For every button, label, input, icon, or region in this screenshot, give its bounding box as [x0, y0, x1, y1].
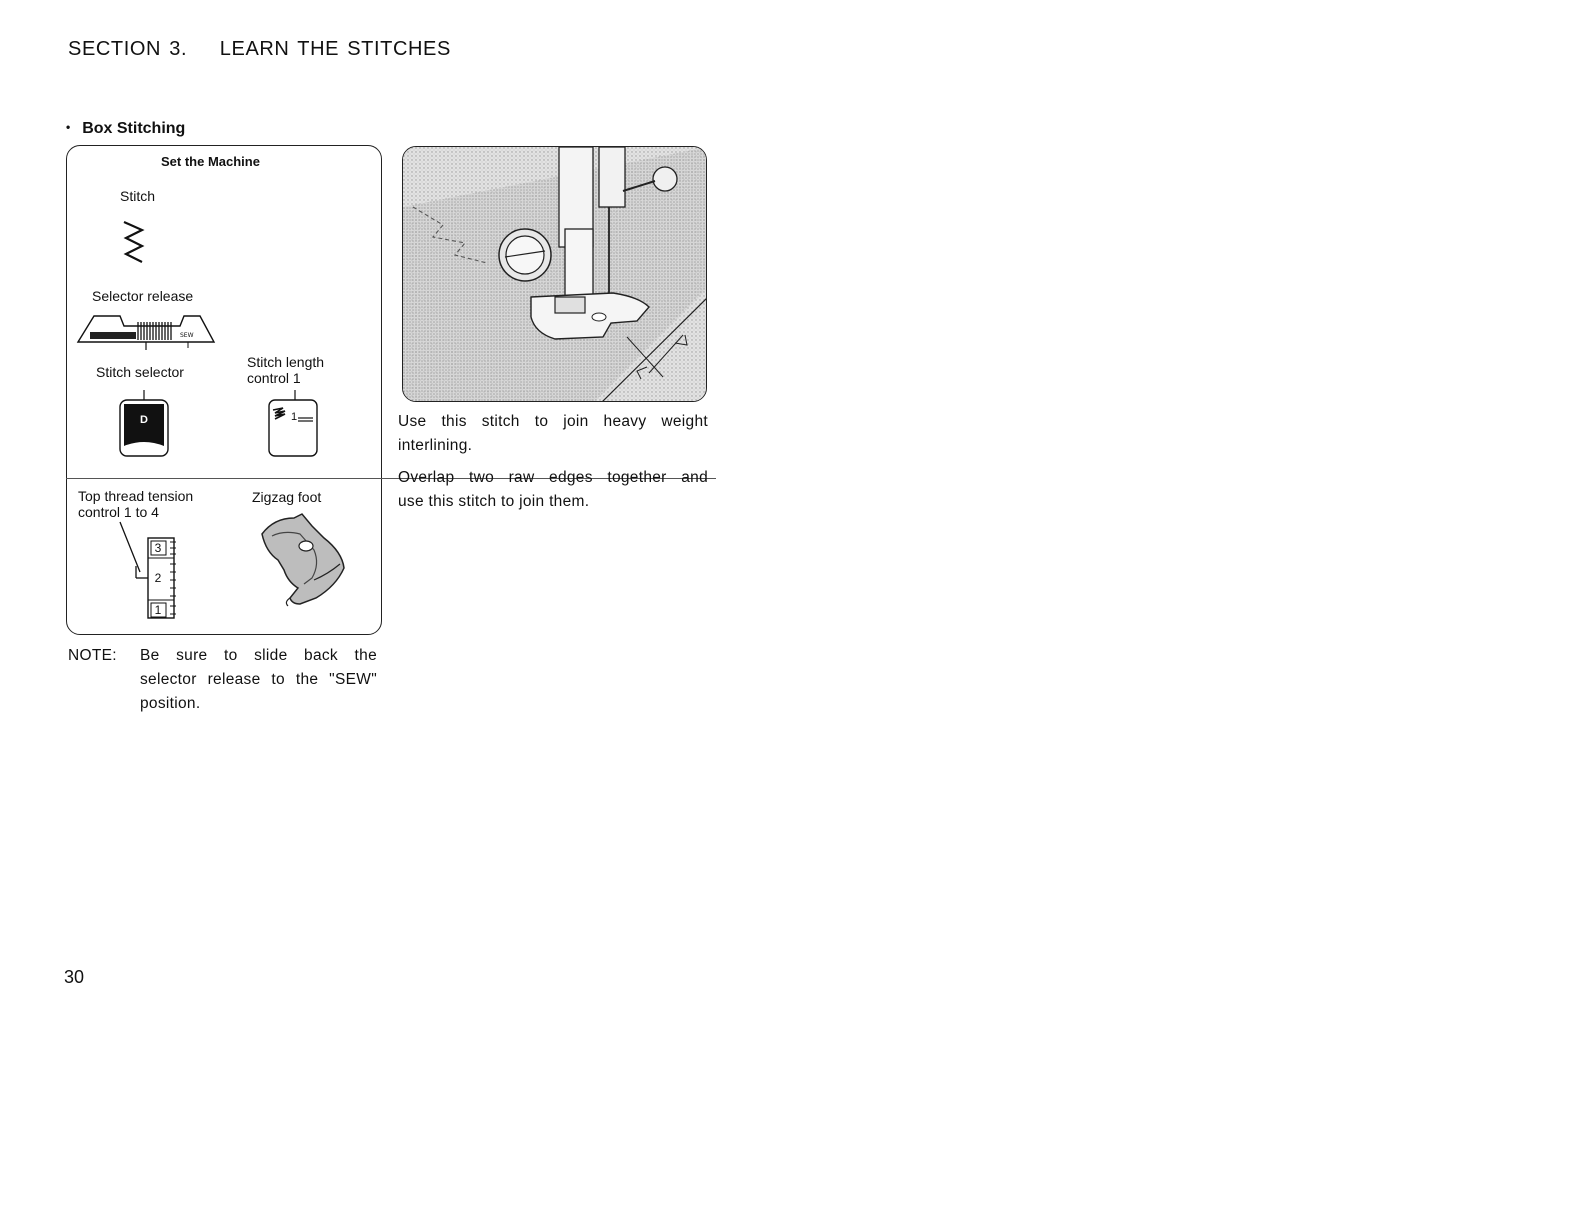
panel-title: Set the Machine [161, 154, 260, 169]
zigzag-stitch-icon [120, 218, 150, 273]
tension-dial-icon [112, 520, 184, 627]
selector-release-icon [76, 308, 218, 359]
stitch-selector-icon [118, 390, 170, 463]
stitch-length-value: 1 [291, 411, 298, 423]
section-header [68, 38, 451, 61]
stitch-length-label-line2: control 1 [247, 370, 301, 386]
bullet: • [66, 120, 71, 134]
tension-value-2: 2 [154, 571, 162, 585]
selector-release-label: Selector release [92, 288, 194, 304]
stitch-selector-label: Stitch selector [96, 364, 184, 380]
sew-tag: SEW [180, 332, 194, 339]
topic-heading [66, 120, 185, 138]
tension-label-line1: Top thread tension [78, 488, 194, 504]
note-line3: position. [140, 695, 201, 712]
page-number: 30 [64, 967, 85, 987]
zigzag-foot-icon [254, 512, 354, 613]
section-label: SECTION 3. [68, 38, 188, 60]
description-line4: use this stitch to join them. [398, 493, 590, 510]
note-line1: Be sure to slide back the [140, 647, 377, 664]
presser-foot-photo [402, 146, 707, 402]
tension-value-1: 1 [154, 603, 162, 617]
stitch-length-label-line1: Stitch length [247, 354, 325, 370]
stitch-length-dial-icon [267, 390, 319, 463]
section-title: LEARN THE STITCHES [219, 38, 451, 60]
tension-value-3: 3 [154, 541, 162, 555]
note-label: NOTE: [68, 647, 117, 664]
tension-label-line2: control 1 to 4 [78, 504, 159, 520]
description-line1: Use this stitch to join heavy weight [398, 413, 708, 430]
note-line2: selector release to the "SEW" [140, 671, 377, 688]
description-line3: Overlap two raw edges together and [398, 469, 708, 486]
zigzag-foot-label: Zigzag foot [252, 489, 322, 505]
description-line2: interlining. [398, 437, 473, 454]
stitch-selector-value: D [140, 414, 148, 426]
topic-title: Box Stitching [82, 120, 186, 137]
stitch-label: Stitch [120, 188, 156, 204]
